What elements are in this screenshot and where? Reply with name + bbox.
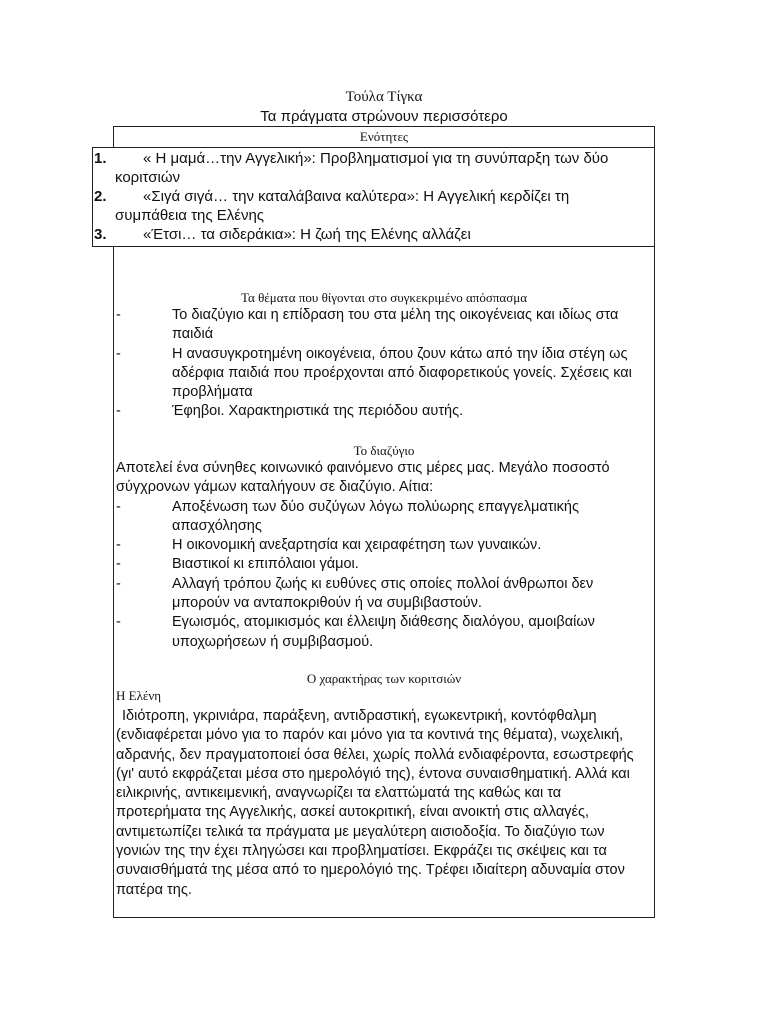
themes-heading: Τα θέματα που θίγονται στο συγκεκριμένο απόσπασμα	[240, 290, 528, 305]
unit-number: 2.	[94, 188, 107, 205]
cause-text: Αποξένωση των δύο συζύγων λόγω πολύωρης επαγγελματικής απασχόλησης	[172, 498, 579, 534]
units-header: Ενότητες	[113, 126, 655, 148]
unit-text: «Σιγά σιγά… την καταλάβαινα καλύτερα»: Η Αγγελική κερδίζει τη συμπάθεια της Ελένης	[115, 188, 570, 224]
theme-item	[116, 345, 650, 403]
unit-number: 1.	[94, 150, 107, 167]
bullet-dash: -	[116, 575, 121, 592]
bullet-dash: -	[116, 537, 121, 554]
divorce-heading: Το διαζύγιο	[353, 443, 415, 458]
bullet-dash: -	[116, 556, 121, 573]
elena-description: Ιδιότροπη, γκρινιάρα, παράξενη, αντιδραστική, εγωκεντρική, κοντόφθαλμη (ενδιαφέρεται μόνο για το παρόν και μόνο για τα κοντινά της θέματα), νωχελική, αδρανής, δεν πραγματοποιεί όσα θέλει, χωρίς πολλά ενδιαφέροντα, εσωστρεφής (γι' αυτό εκφράζεται μέσα στο ημερολόγιό της), έντονα συναισθηματική. Αλλά και ειλικρινής, αντικειμενική, αναγνωρίζει τα ελαττώματά της καθώς και τα προτερήματα της Αγγελικής, ασκεί αυτοκριτική, είναι ανοικτή στις αλλαγές, αντιμετωπίζει τελικά τα πράγματα με μεγαλύτερη αισιοδοξία. Το διαζύγιο των γονιών της την έχει πληγώσει και προβληματίσει. Εκφράζει τις σκέψεις και τα συναισθήματά της μέσα από το ημερολόγιό της. Τρέφει ιδιαίτερη αδυναμία στον πατέρα της.	[116, 708, 634, 898]
bullet-dash: -	[116, 614, 121, 631]
character-heading: Ο χαρακτήρας των κοριτσιών	[306, 671, 462, 686]
unit-text: « Η μαμά…την Αγγελική»: Προβληματισμοί για τη συνύπαρξη των δύο κοριτσιών	[115, 150, 609, 186]
divorce-section	[116, 459, 650, 652]
unit-number: 3.	[94, 226, 107, 243]
cause-text: Βιαστικοί κι επιπόλαιοι γάμοι.	[172, 556, 359, 573]
elena-label: Η Ελένη	[116, 688, 162, 703]
bullet-dash: -	[116, 498, 121, 515]
theme-text: Έφηβοι. Χαρακτηριστικά της περιόδου αυτής.	[172, 403, 464, 420]
theme-text: Το διαζύγιο και η επίδραση του στα μέλη της οικογένειας και ιδίως στα παιδιά	[172, 307, 619, 343]
divorce-cause	[116, 555, 650, 574]
units-list	[92, 147, 655, 247]
bullet-dash: -	[116, 307, 121, 323]
bullet-dash: -	[116, 403, 121, 420]
divorce-cause	[116, 613, 650, 652]
divorce-intro: Αποτελεί ένα σύνηθες κοινωνικό φαινόμενο στις μέρες μας. Μεγάλο ποσοστό σύγχρονων γάμων καταλήγουν σε διαζύγιο. Αίτια:	[116, 460, 610, 496]
divorce-cause	[116, 536, 650, 555]
theme-item	[116, 306, 650, 345]
theme-text: Η ανασυγκροτημένη οικογένεια, όπου ζουν κάτω από την ίδια στέγη ως αδέρφια παιδιά που προέρχονται από διαφορετικούς γονείς. Σχέσεις και προβλήματα	[172, 345, 632, 401]
theme-item	[116, 402, 650, 421]
divorce-cause	[116, 575, 650, 614]
cause-text: Αλλαγή τρόπου ζωής κι ευθύνες στις οποίες πολλοί άνθρωποι δεν μπορούν να ανταποκριθούν ή να συμβιβαστούν.	[172, 575, 594, 612]
document-title: Τα πράγματα στρώνουν περισσότερο	[260, 108, 508, 125]
author-name: Τούλα Τίγκα	[345, 89, 423, 105]
cause-text: Η οικονομική ανεξαρτησία και χειραφέτηση των γυναικών.	[172, 537, 542, 554]
unit-text: «Έτσι… τα σιδεράκια»: Η ζωή της Ελένης αλλάζει	[143, 226, 471, 243]
cause-text: Εγωισμός, ατομικισμός και έλλειψη διάθεσης διαλόγου, αμοιβαίων υποχωρήσεων ή συμβιβασμού.	[172, 614, 595, 650]
divorce-cause	[116, 498, 650, 537]
themes-list	[116, 306, 650, 422]
bullet-dash: -	[116, 345, 121, 362]
